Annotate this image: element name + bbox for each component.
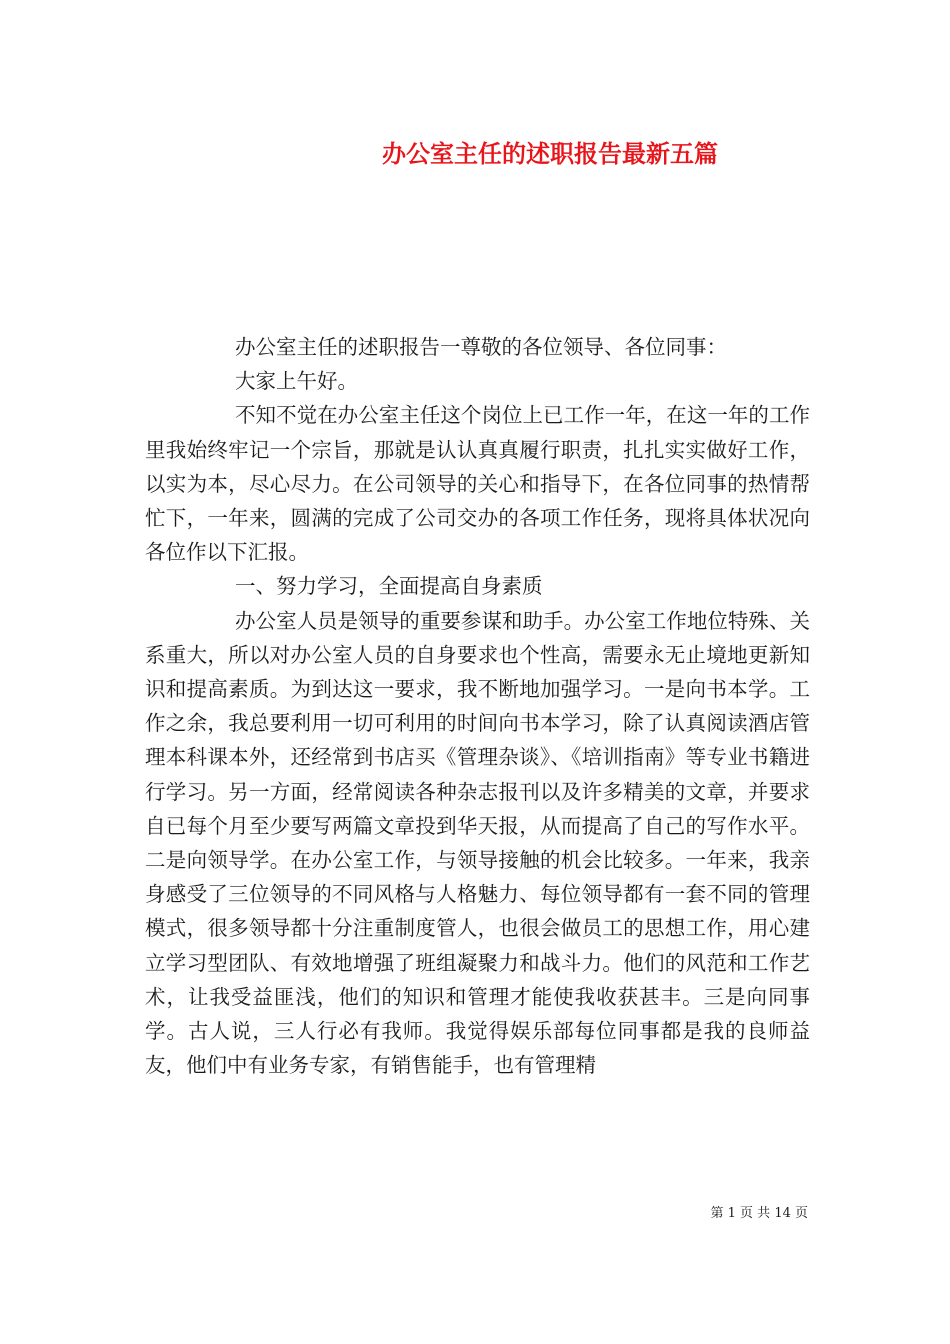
document-body: [145, 330, 810, 1082]
paragraph-salutation: 办公室主任的述职报告一尊敬的各位领导、各位同事：: [235, 335, 727, 359]
page-footer: 第 1 页 共 14 页: [710, 1206, 808, 1221]
document-title: 办公室主任的述职报告最新五篇: [382, 139, 718, 168]
section-heading-1: 一、努力学习，全面提高自身素质: [235, 574, 543, 599]
paragraph-greeting: 大家上午好。: [235, 369, 358, 394]
paragraph-intro: 不知不觉在办公室主任这个岗位上已工作一年，在这一年的工作里我始终牢记一个宗旨，那就是认认真真履行职责，扎扎实实做好工作，以实为本，尽心尽力。在公司领导的关心和指导下，在各位同事的热情帮忙下，一年来，圆满的完成了公司交办的各项工作任务，现将具体状况向各位作以下汇报。: [145, 403, 810, 565]
paragraph-study: 办公室人员是领导的重要参谋和助手。办公室工作地位特殊、关系重大，所以对办公室人员的自身要求也个性高，需要永无止境地更新知识和提高素质。为到达这一要求，我不断地加强学习。一是向书本学。工作之余，我总要利用一切可利用的时间向书本学习，除了认真阅读酒店管理本科课本外，还经常到书店买《管理杂谈》、《培训指南》等专业书籍进行学习。另一方面，经常阅读各种杂志报刊以及许多精美的文章，并要求自已每个月至少要写两篇文章投到华天报，从而提高了自己的写作水平。二是向领导学。在办公室工作，与领导接触的机会比较多。一年来，我亲身感受了三位领导的不同风格与人格魅力、每位领导都有一套不同的管理模式，很多领导都十分注重制度管人，也很会做员工的思想工作，用心建立学习型团队、有效地增强了班组凝聚力和战斗力。他们的风范和工作艺术，让我受益匪浅，他们的知识和管理才能使我收获甚丰。三是向同事学。古人说，三人行必有我师。我觉得娱乐部每位同事都是我的良师益友，他们中有业务专家，有销售能手，也有管理精: [145, 608, 810, 1078]
